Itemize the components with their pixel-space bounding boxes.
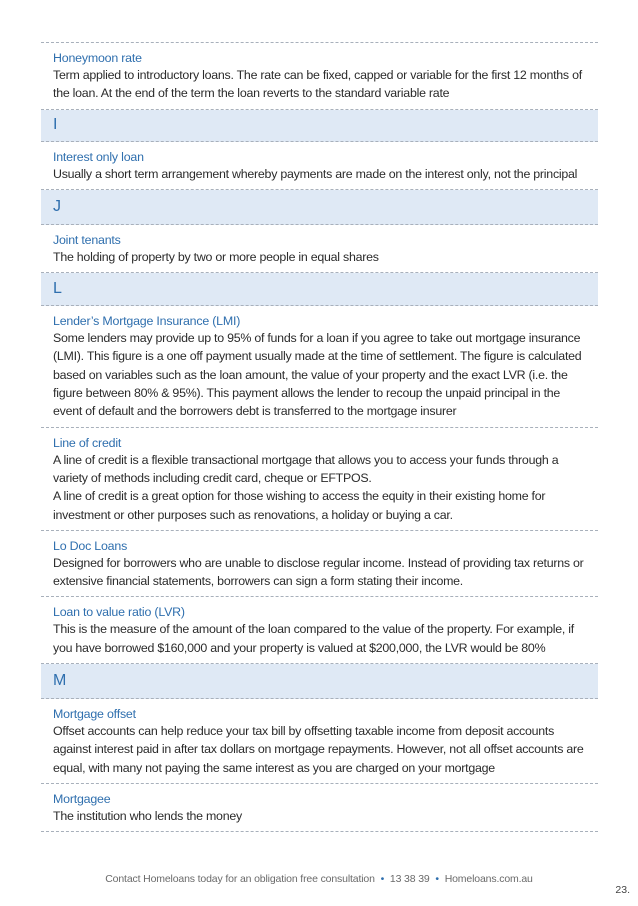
glossary-entry <box>41 531 598 598</box>
footer <box>0 873 638 885</box>
glossary-definition-line: Designed for borrowers who are unable to disclose regular income. Instead of providing tax returns or <box>53 555 584 570</box>
glossary-definition-line: This is the measure of the amount of the loan compared to the value of the property. For example, if <box>53 622 574 637</box>
glossary-definition-line: Some lenders may provide up to 95% of funds for a loan if you agree to take out mortgage insurance <box>53 331 581 346</box>
glossary-term: Honeymoon rate <box>53 51 142 65</box>
glossary-entry <box>41 699 598 784</box>
glossary-definition-line: equal, with many not paying the same interest as you are charged on your mortgage <box>53 760 495 775</box>
glossary-term: Lo Doc Loans <box>53 538 128 553</box>
glossary-term: Joint tenants <box>53 232 121 247</box>
glossary-term: Line of credit <box>53 435 122 450</box>
glossary-definition-line: (LMI). This figure is a one off payment usually made at the time of settlement. The figure is calculated <box>53 349 582 364</box>
glossary-definition-line: the loan. At the end of the term the loan reverts to the standard variable rate <box>53 86 450 101</box>
glossary-term: Lender’s Mortgage Insurance (LMI) <box>53 314 241 329</box>
glossary-definition-line: A line of credit is a great option for those wishing to access the equity in their existing home for <box>53 489 546 504</box>
section-letter: M <box>41 664 598 699</box>
glossary-entry <box>41 43 598 110</box>
glossary-term: Mortgage offset <box>53 707 136 722</box>
section-letter: J <box>41 190 598 225</box>
glossary <box>41 42 598 832</box>
glossary-definition-line: The institution who lends the money <box>53 808 242 823</box>
glossary-definition-line: A line of credit is a flexible transactional mortgage that allows you to access your funds through a <box>53 452 559 467</box>
glossary-definition-line: The holding of property by two or more people in equal shares <box>53 249 379 264</box>
glossary-term: Mortgagee <box>53 791 111 806</box>
glossary-definition-line: variety of methods including credit card, cheque or EFTPOS. <box>53 470 372 485</box>
glossary-entry <box>41 597 598 664</box>
glossary-definition-line: against interest paid in after tax dollars on mortgage repayments. However, not all offset accounts are <box>53 742 584 757</box>
glossary-definition-line: Term applied to introductory loans. The rate can be fixed, capped or variable for the first 12 months of <box>53 68 582 82</box>
footer-phone: 13 38 39 <box>389 873 430 885</box>
glossary-definition-line: extensive financial statements, borrowers can sign a form stating their income. <box>53 574 463 589</box>
glossary-definition-line: investment or other purposes such as renovations, a holiday or buying a car. <box>53 507 453 522</box>
glossary-definition-line: Offset accounts can help reduce your tax bill by offsetting taxable income from deposit accounts <box>53 724 555 739</box>
glossary-entry <box>41 225 598 273</box>
footer-bullet: • <box>435 873 439 885</box>
glossary-sections <box>41 43 598 832</box>
glossary-definition-line: based on variables such as the loan amount, the value of your property and the exact LVR (i.e. the <box>53 367 568 382</box>
footer-bullet: • <box>380 873 385 885</box>
section-letter: I <box>41 110 598 142</box>
glossary-entry <box>41 142 598 190</box>
glossary-definition-line: you have borrowed $160,000 and your property is valued at $200,000, the LVR would be 80% <box>53 640 546 655</box>
glossary-definition-line: Usually a short term arrangement whereby payments are made on the interest only, not the principal <box>53 166 578 181</box>
glossary-term: Loan to value ratio (LVR) <box>53 605 185 620</box>
glossary-definition-line: event of default and the borrowers debt is transferred to the mortgage insurer <box>53 404 457 419</box>
footer-contact-text: Contact Homeloans today for an obligation free consultation <box>105 873 375 885</box>
section-letter: L <box>41 273 598 306</box>
glossary-definition-line: figure between 80% & 95%). This payment allows the lender to recoup the unpaid principal in the <box>53 386 561 401</box>
glossary-entry <box>41 784 598 832</box>
footer-website: Homeloans.com.au <box>444 873 533 885</box>
glossary-entry <box>41 306 598 427</box>
page-number: 23. <box>615 884 630 896</box>
glossary-entry <box>41 428 598 531</box>
glossary-term: Interest only loan <box>53 149 144 164</box>
